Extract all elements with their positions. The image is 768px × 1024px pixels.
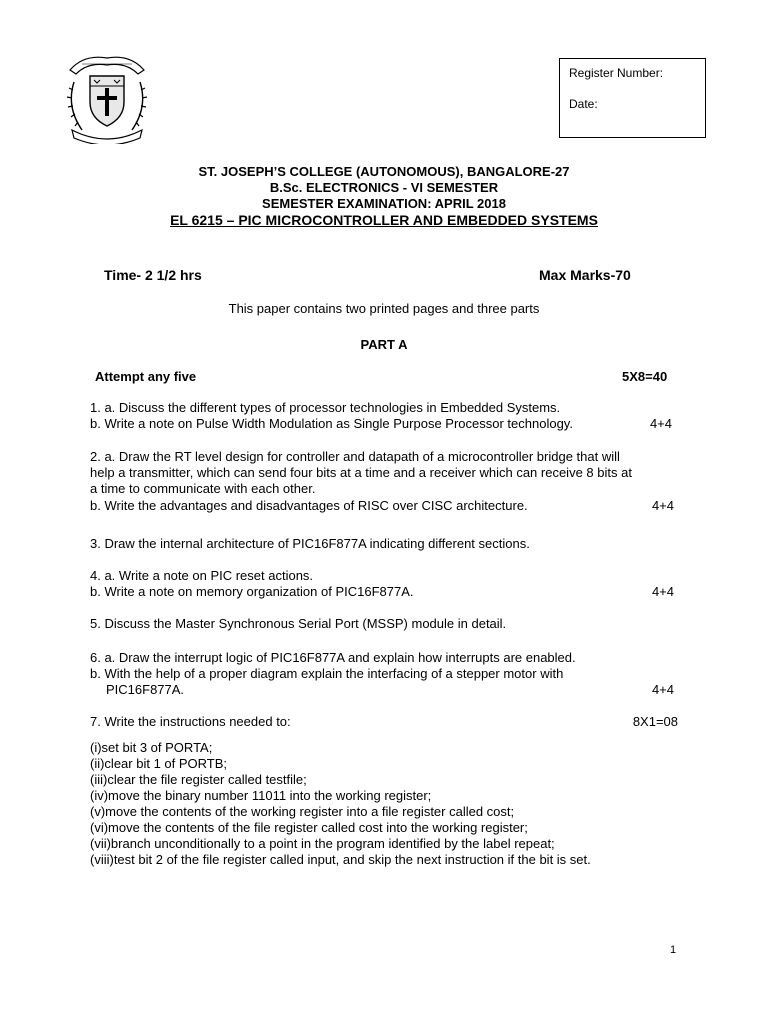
list-item: (v)move the contents of the working register into a file register called cost; [90,804,515,819]
register-number-label: Register Number: [569,66,664,80]
question-1b-row [90,416,678,432]
question-1a: 1. a. Discuss the different types of processor technologies in Embedded Systems. [90,400,561,415]
question-6a: 6. a. Draw the interrupt logic of PIC16F877A and explain how interrupts are enabled. [90,650,576,665]
question-6b-line-2: PIC16F877A. [106,682,185,697]
question-5: 5. Discuss the Master Synchronous Serial Port (MSSP) module in detail. [90,616,507,631]
question-2b: b. Write the advantages and disadvantages of RISC over CISC architecture. [90,498,528,513]
register-box [559,58,706,138]
college-name: ST. JOSEPH’S COLLEGE (AUTONOMOUS), BANGALORE-27 [198,164,570,179]
question-2a-line-3: a time to communicate with each other. [90,481,316,496]
list-item: (ii)clear bit 1 of PORTB; [90,756,228,771]
question-7-marks: 8X1=08 [632,714,678,729]
question-2a-line-1: 2. a. Draw the RT level design for controller and datapath of a microcontroller bridge that will [90,449,620,464]
question-3: 3. Draw the internal architecture of PIC16F877A indicating different sections. [90,536,530,551]
question-7-row [90,714,678,730]
list-item: (i)set bit 3 of PORTA; [90,740,213,755]
exam-time: Time- 2 1/2 hrs [104,267,202,283]
paper-note: This paper contains two printed pages and three parts [228,301,540,316]
part-instruction: Attempt any five [95,369,197,384]
list-item: (iii)clear the file register called testfile; [90,772,307,787]
date-label: Date: [569,97,598,111]
part-title: PART A [360,337,408,352]
question-2a-line-2: help a transmitter, which can send four bits at a time and a receiver which can receive 8 bits at [90,465,632,480]
question-6b-line-1: b. With the help of a proper diagram explain the interfacing of a stepper motor with [90,666,564,681]
exam-name: SEMESTER EXAMINATION: APRIL 2018 [262,196,506,211]
page-number: 1 [670,944,677,956]
part-instruction-marks: 5X8=40 [622,369,668,384]
college-crest-logo [64,52,150,144]
program-name: B.Sc. ELECTRONICS - VI SEMESTER [269,180,499,195]
question-4b: b. Write a note on memory organization of PIC16F877A. [90,584,414,599]
max-marks: Max Marks-70 [539,267,631,283]
list-item: (iv)move the binary number 11011 into the working register; [90,788,432,803]
question-1b: b. Write a note on Pulse Width Modulation as Single Purpose Processor technology. [90,416,573,431]
question-7: 7. Write the instructions needed to: [90,714,291,729]
question-4a: 4. a. Write a note on PIC reset actions. [90,568,314,583]
crest-emblem-icon [64,52,150,144]
course-title: EL 6215 – PIC MICROCONTROLLER AND EMBEDDED SYSTEMS [170,212,598,228]
question-6-marks: 4+4 [651,682,674,697]
question-4-marks: 4+4 [651,584,674,599]
list-item: (vii)branch unconditionally to a point in the program identified by the label repeat; [90,836,555,851]
list-item: (viii)test bit 2 of the file register called input, and skip the next instruction if the bit is set. [90,852,591,867]
question-2b-row [90,498,678,514]
question-7-items [90,740,690,868]
question-6b-line-2-row [90,682,678,698]
list-item: (vi)move the contents of the file register called cost into the working register; [90,820,528,835]
question-1-marks: 4+4 [649,416,672,431]
question-2-marks: 4+4 [651,498,674,513]
question-4b-row [90,584,678,600]
